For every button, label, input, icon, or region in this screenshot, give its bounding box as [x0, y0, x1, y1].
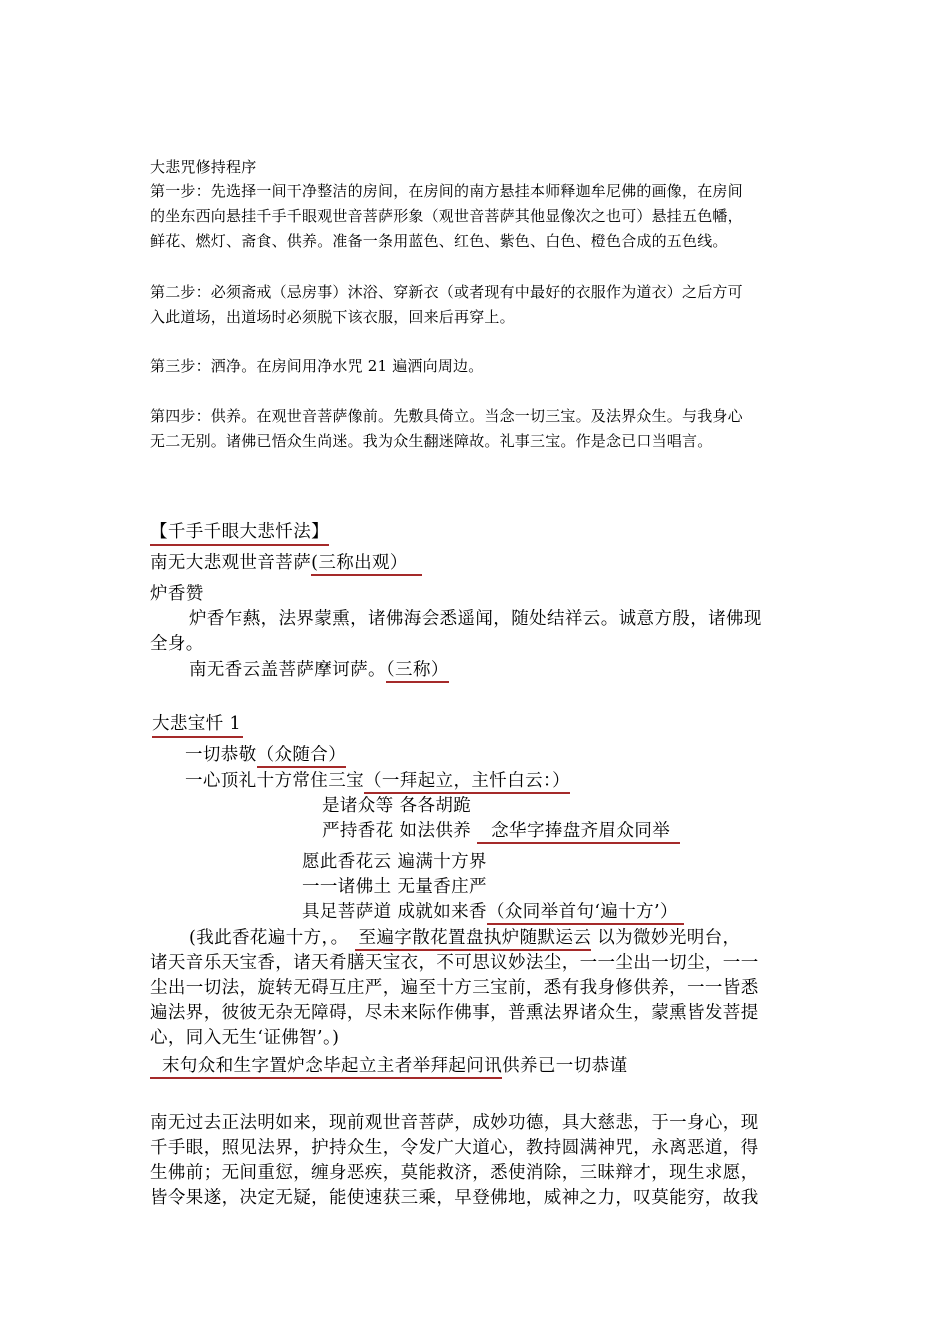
section-title: 大悲宝忏 1	[152, 710, 243, 738]
namo-note: (三称出观）	[311, 553, 422, 576]
paragraph-line-3: 遍法界，彼彼无杂无障碍，尽未来际作佛事，普熏法界诸众生，蒙熏皆发菩提	[150, 1003, 759, 1023]
incense-line-1: 炉香乍爇，法界蒙熏，诸佛海会悉遥闻，随处结祥云。诚意方殷，诸佛现	[189, 609, 762, 629]
closing-text: 供养已一切恭谨	[502, 1056, 628, 1076]
paragraph-start-line	[189, 924, 740, 949]
paragraph-line-4: 心，同入无生‘证佛智’。)	[150, 1028, 340, 1048]
verse-5-note: （众同举首句‘遍十方’）	[487, 902, 684, 925]
step3-line-1: 第三步：洒净。在房间用净水咒 21 遍洒向周边。	[150, 357, 484, 375]
verse-1: 是诸众等 各各胡跪	[322, 796, 472, 816]
paragraph-note: 至遍字散花置盘执炉随默运云	[355, 928, 592, 951]
closing-line	[150, 1052, 627, 1077]
verse-5-text: 具足菩萨道 成就如来香	[302, 902, 487, 922]
procedure-title: 大悲咒修持程序	[150, 158, 257, 176]
verse-3: 愿此香花云 遍满十方界	[302, 852, 487, 872]
step1-line-3: 鲜花、燃灯、斋食、供养。准备一条用蓝色、红色、紫色、白色、橙色合成的五色线。	[150, 232, 728, 250]
paragraph-start: (我此香花遍十方，。	[189, 928, 349, 948]
closing-note: 末句众和生字置炉念毕起立主者举拜起问讯	[150, 1056, 502, 1079]
verse-4: 一一诸佛土 无量香庄严	[302, 877, 487, 897]
step1-line-2: 的坐东西向悬挂千手千眼观世音菩萨形象（观世音菩萨其他显像次之也可）悬挂五色幡，	[150, 207, 743, 225]
step1-line-1: 第一步：先选择一间干净整洁的房间，在房间的南方悬挂本师释迦牟尼佛的画像，在房间	[150, 182, 743, 200]
final-line-2: 千手眼，照见法界，护持众生，令发广大道心，教持圆满神咒，永离恶道，得	[150, 1138, 759, 1158]
bow-note: （一拜起立，主忏白云：）	[364, 771, 570, 794]
final-line-1: 南无过去正法明如来，现前观世音菩萨，成妙功德，具大慈悲，于一身心，现	[150, 1113, 759, 1133]
canopy-note: （三称）	[386, 660, 449, 683]
canopy-line	[189, 656, 449, 681]
respect-line	[185, 741, 346, 766]
bow-text: 一心顶礼十方常住三宝	[185, 771, 364, 791]
ritual-heading: 【千手千眼大悲忏法】	[150, 518, 329, 546]
step2-line-2: 入此道场，出道场时必须脱下该衣服，回来后再穿上。	[150, 308, 515, 326]
verse-5-line	[302, 898, 684, 923]
respect-text: 一切恭敬	[185, 745, 257, 765]
final-line-3: 生佛前；无间重愆，缠身恶疾，莫能救济，悉使消除，三昧辩才，现生求愿，	[150, 1163, 759, 1183]
canopy-text: 南无香云盖菩萨摩诃萨。	[189, 660, 386, 680]
step2-line-1: 第二步：必须斋戒（忌房事）沐浴、穿新衣（或者现有中最好的衣服作为道衣）之后方可	[150, 283, 743, 301]
final-line-4: 皆令果遂，决定无疑，能使速获三乘，早登佛地，威神之力，叹莫能穷，故我	[150, 1188, 759, 1208]
paragraph-end: 以为微妙光明台，	[597, 928, 741, 948]
incense-line-2: 全身。	[150, 634, 204, 654]
paragraph-line-1: 诸天音乐天宝香，诸天肴膳天宝衣，不可思议妙法尘，一一尘出一切尘，一一	[150, 953, 759, 973]
bow-line	[185, 767, 570, 792]
respect-note: （众随合）	[257, 745, 347, 768]
paragraph-line-2: 尘出一切法，旋转无碍互庄严，遍至十方三宝前，悉有我身修供养，一一皆悉	[150, 978, 759, 998]
verse-2-text: 严持香花 如法供养	[322, 821, 472, 841]
step4-line-2: 无二无别。诸佛已悟众生尚迷。我为众生翻迷障故。礼事三宝。作是念已口当唱言。	[150, 432, 713, 450]
step4-line-1: 第四步：供养。在观世音菩萨像前。先敷具倚立。当念一切三宝。及法界众生。与我身心	[150, 407, 743, 425]
incense-title: 炉香赞	[150, 584, 204, 604]
namo-main: 南无大悲观世音菩萨	[150, 553, 312, 573]
verse-2-line	[322, 817, 680, 842]
verse-2-note: 念华字捧盘齐眉众同举	[477, 821, 680, 844]
namo-line	[150, 549, 422, 574]
